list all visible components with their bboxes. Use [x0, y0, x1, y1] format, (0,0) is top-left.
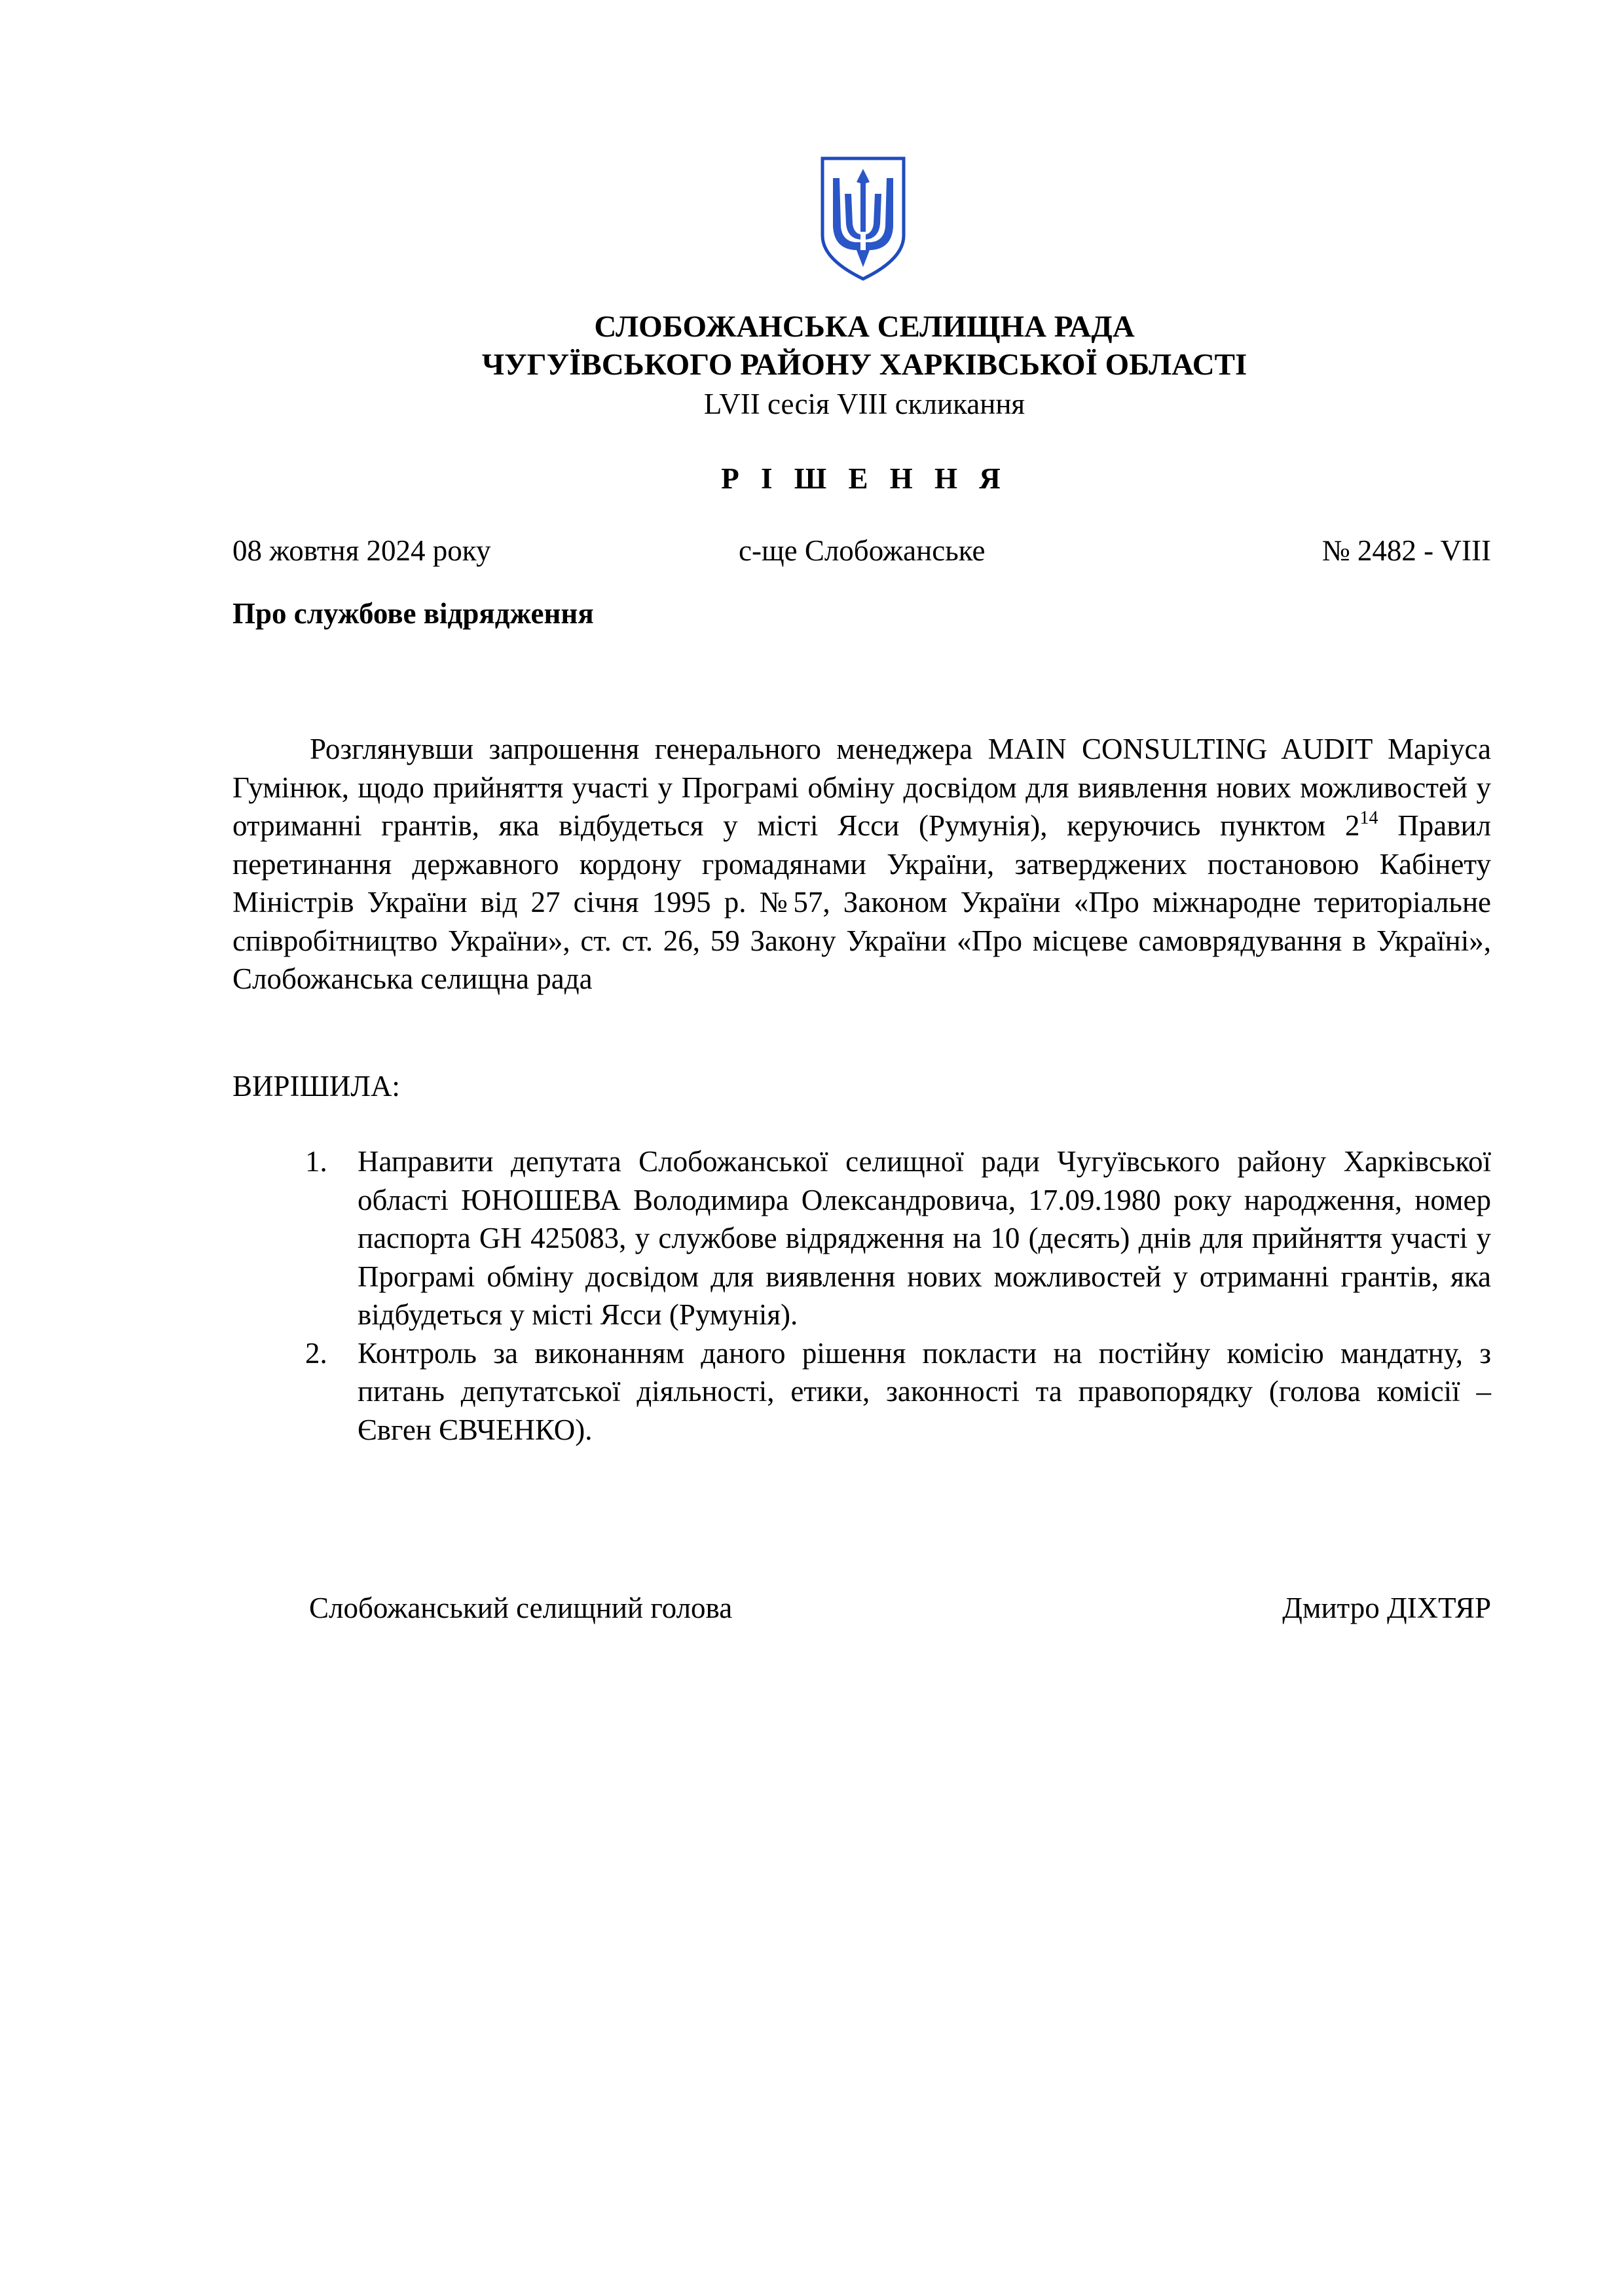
decision-items-list — [305, 1142, 1491, 1449]
session-info: LVII сесія VIII скликання — [703, 388, 1025, 420]
decision-item-text: Направити депутата Слобожанської селищної ради Чугуївського району Харківської області ЮНОШЕВА Володимира Олександровича, 17.09.1980 року народження, номер паспорта GH 425083, у службове відрядження на 10 (десять) днів для прийняття участі у Програмі обміну досвідом для виявлення нових можливостей у отриманні грантів, яка відбудеться у місті Ясси (Румунія). — [358, 1145, 1491, 1331]
decision-item-number: 1. — [305, 1145, 327, 1178]
document-title: Р І Ш Е Н Н Я — [721, 462, 1008, 495]
decision-place: с-ще Слобожанське — [739, 534, 986, 567]
preamble-paragraph — [232, 730, 1491, 998]
decision-item — [305, 1334, 1491, 1449]
district-region-name: ЧУГУЇВСЬКОГО РАЙОНУ ХАРКІВСЬКОЇ ОБЛАСТІ — [481, 348, 1247, 382]
preamble-text-part2: Правил перетинання державного кордону громадянами України, затверджених постановою Кабінету Міністрів України від 27 січня 1995 р. №57, Законом України «Про міжнародне територіальне співробітництво України», ст. ст. 26, 59 Закону України «Про місцеве самоврядування в Україні», Слобожанська селищна рада — [232, 809, 1492, 995]
signatory-name: Дмитро ДІХТЯР — [1282, 1592, 1491, 1624]
preamble-superscript: 14 — [1359, 808, 1378, 828]
decision-item — [305, 1142, 1491, 1334]
decision-item-text: Контроль за виконанням даного рішення покласти на постійну комісію мандатну, з питань депутатської діяльності, етики, законності та правопорядку (голова комісії – Євген ЄВЧЕНКО). — [358, 1336, 1491, 1446]
council-name: СЛОБОЖАНСЬКА СЕЛИЩНА РАДА — [594, 310, 1135, 344]
decision-item-number: 2. — [305, 1336, 327, 1370]
resolved-heading: ВИРІШИЛА: — [232, 1070, 400, 1102]
decision-subject: Про службове відрядження — [232, 597, 594, 630]
ukraine-trident-emblem-icon — [819, 155, 908, 283]
decision-date: 08 жовтня 2024 року — [232, 534, 491, 567]
decision-number: № 2482 - VIII — [1321, 534, 1491, 567]
preamble-text-part1: Розглянувши запрошення генерального менеджера MAIN CONSULTING AUDIT Маріуса Гумінюк, щодо прийняття участі у Програмі обміну досвідом для виявлення нових можливостей у отриманні грантів, яка відбудеться у місті Ясси (Румунія), керуючись пунктом 2 — [232, 733, 1491, 842]
signatory-position: Слобожанський селищний голова — [309, 1592, 733, 1624]
